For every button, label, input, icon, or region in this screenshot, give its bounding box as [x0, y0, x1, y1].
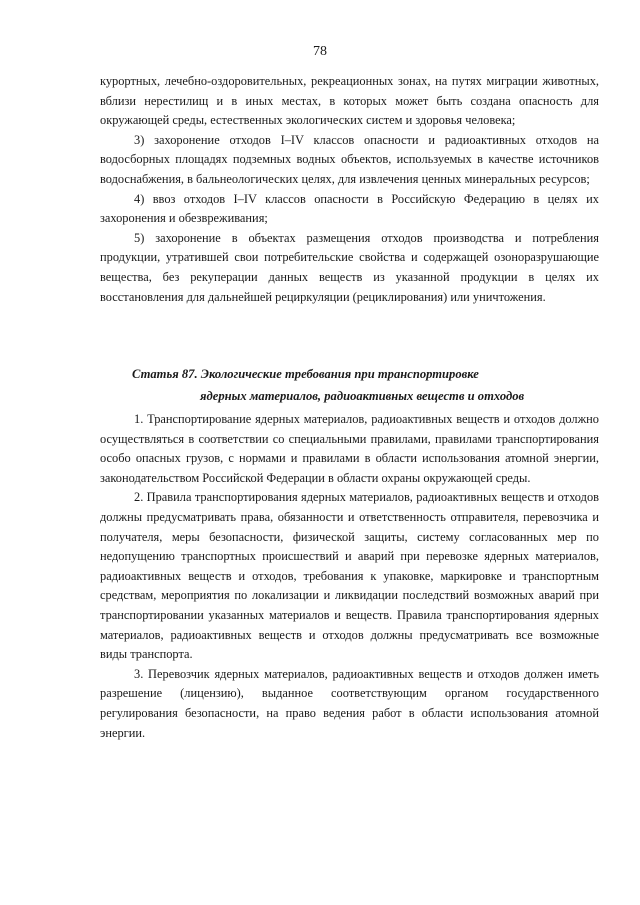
continued-list-section: [100, 72, 599, 307]
article-paragraph-3: 3. Перевозчик ядерных материалов, радиоактивных веществ и отходов должен иметь разрешение (лицензию), выданное соответствующим органом государственного регулирования безопасности, на право ведения работ в области использования атомной энергии.: [100, 666, 599, 740]
list-item-3: 3) захоронение отходов I–IV классов опасности и радиоактивных отходов на водосборных площадях подземных водных объектов, используемых в качестве источников водоснабжения, в бальнеологических целях, для извлечения ценных минеральных ресурсов;: [100, 132, 599, 186]
list-item-5: 5) захоронение в объектах размещения отходов производства и потребления продукции, утратившей свои потребительские свойства и содержащей озоноразрушающие вещества, без рекуперации данных веществ из указанной продукции в целях их восстановления для дальнейшей рециркуляции (рециклирования) или уничтожения.: [100, 230, 599, 304]
article-heading: [100, 363, 599, 407]
list-item-4: 4) ввоз отходов I–IV классов опасности в Российскую Федерацию в целях их захоронения и обезвреживания;: [100, 191, 599, 226]
article-paragraph-2: 2. Правила транспортирования ядерных материалов, радиоактивных веществ и отходов должны предусматривать права, обязанности и ответственность отправителя, перевозчика и получателя, меры безопасности, физической защиты, систему согласованных мер по недопущению транспортных происшествий и аварий при перевозке ядерных материалов, радиоактивных веществ и отходов, требования к упаковке, маркировке и транспортным средствам, мероприятия по локализации и ликвидации последствий возможных аварий при транспортировании указанных материалов и веществ. Правила транспортирования ядерных материалов, радиоактивных веществ и отходов должны предусматривать все возможные виды транспорта.: [100, 490, 599, 662]
page-number: 78: [313, 44, 327, 59]
article-paragraph-1: 1. Транспортирование ядерных материалов, радиоактивных веществ и отходов должно осуществляться в соответствии со специальными правилами, правилами транспортирования особо опасных грузов, с нормами и правилами в области использования атомной энергии, законодательством Российской Федерации в области охраны окружающей среды.: [100, 412, 599, 485]
list-item-continuation: курортных, лечебно-оздоровительных, рекреационных зонах, на путях миграции животных, вблизи нерестилищ и в иных местах, в которых может быть создана опасность для окружающей среды, естественных экологических систем и здоровья человека;: [100, 74, 599, 128]
article-87-section: [100, 363, 599, 743]
article-heading-line-2: ядерных материалов, радиоактивных веществ и отходов: [200, 389, 525, 403]
article-heading-line-1: Статья 87. Экологические требования при транспортировке: [132, 367, 479, 381]
